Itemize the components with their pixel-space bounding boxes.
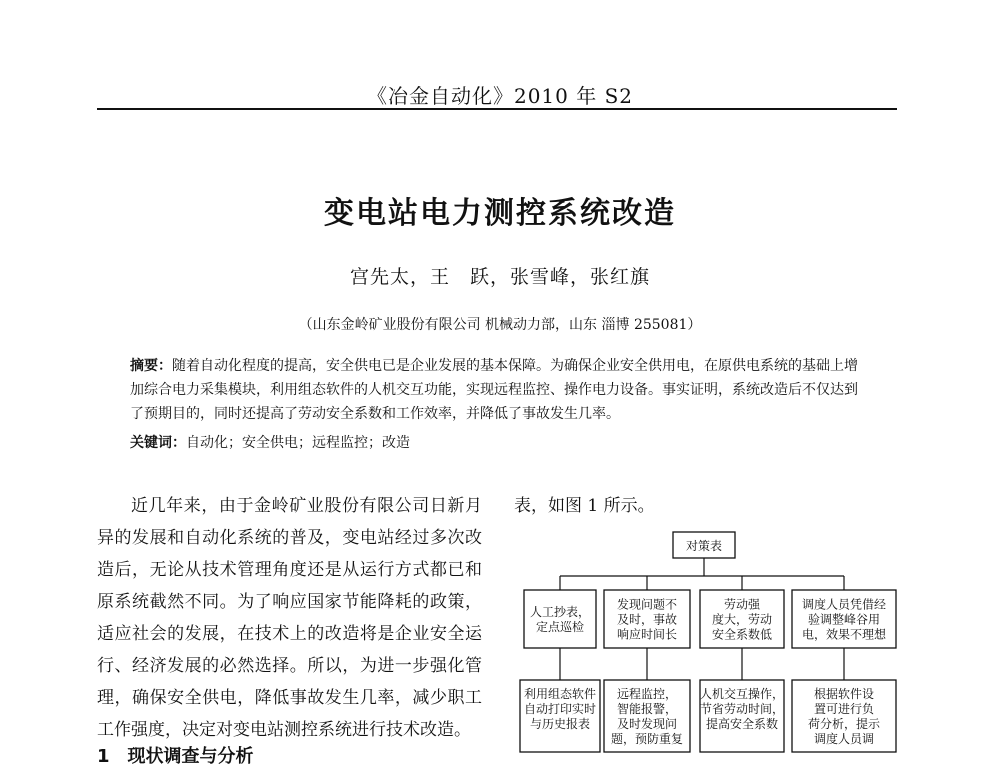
body-left-paragraph: 近几年来，由于金岭矿业股份有限公司日新月异的发展和自动化系统的普及，变电站经过多次改造后，无论从技术管理角度还是从运行方式都已和原系统截然不同。为了响应国家节能降耗的政策，适应社会的发展，在技术上的改造将是企业安全运行、经济发展的必然选择。所以，为进一步强化管理，确保安全供电，降低事故发生几率，减少职工工作强度，决定对变电站测控系统进行技术改造。	[97, 496, 482, 740]
problem-label: 劳动强度大，劳动安全系数低	[711, 597, 773, 642]
abstract-label: 摘要：	[130, 358, 172, 374]
keywords-text: 自动化；安全供电；远程监控；改造	[186, 435, 410, 451]
problem-label: 调度人员凭借经验调整峰谷用电，效果不理想	[801, 597, 887, 642]
countermeasure-diagram	[510, 520, 900, 760]
solution-label: 远程监控，智能报警，及时发现问题，预防重复	[610, 687, 684, 746]
problem-label: 发现问题不及时，事故响应时间长	[616, 597, 678, 642]
problem-label: 人工抄表，定点巡检	[529, 605, 591, 634]
solution-label: 人机交互操作，节省劳动时间，提高安全系数	[699, 687, 785, 731]
keywords	[130, 432, 870, 452]
section-heading: 1 现状调查与分析	[97, 746, 254, 767]
root-label: 对策表	[685, 539, 723, 553]
authors: 宫先太，王 跃，张雪峰，张红旗	[349, 266, 650, 288]
problem-box	[524, 590, 596, 648]
header-rule	[97, 108, 897, 110]
body-right-intro: 表，如图 1 所示。	[514, 496, 655, 516]
abstract-text: 随着自动化程度的提高，安全供电已是企业发展的基本保障。为确保企业安全供用电，在原供电系统的基础上增加综合电力采集模块，利用组态软件的人机交互功能，实现远程监控、操作电力设备。事实证明，系统改造后不仅达到了预期目的，同时还提高了劳动安全系数和工作效率，并降低了事故发生几率。	[130, 358, 858, 422]
paper-title: 变电站电力测控系统改造	[324, 196, 676, 231]
affiliation: （山东金岭矿业股份有限公司 机械动力部，山东 淄博 255081）	[298, 317, 702, 333]
solution-label: 根据软件设置可进行负荷分析，提示调度人员调	[807, 687, 881, 746]
keywords-label: 关键词：	[130, 435, 186, 451]
solution-label: 利用组态软件自动打印实时与历史报表	[523, 687, 597, 731]
abstract	[130, 354, 870, 426]
journal-header: 《冶金自动化》2010 年 S2	[366, 84, 634, 108]
